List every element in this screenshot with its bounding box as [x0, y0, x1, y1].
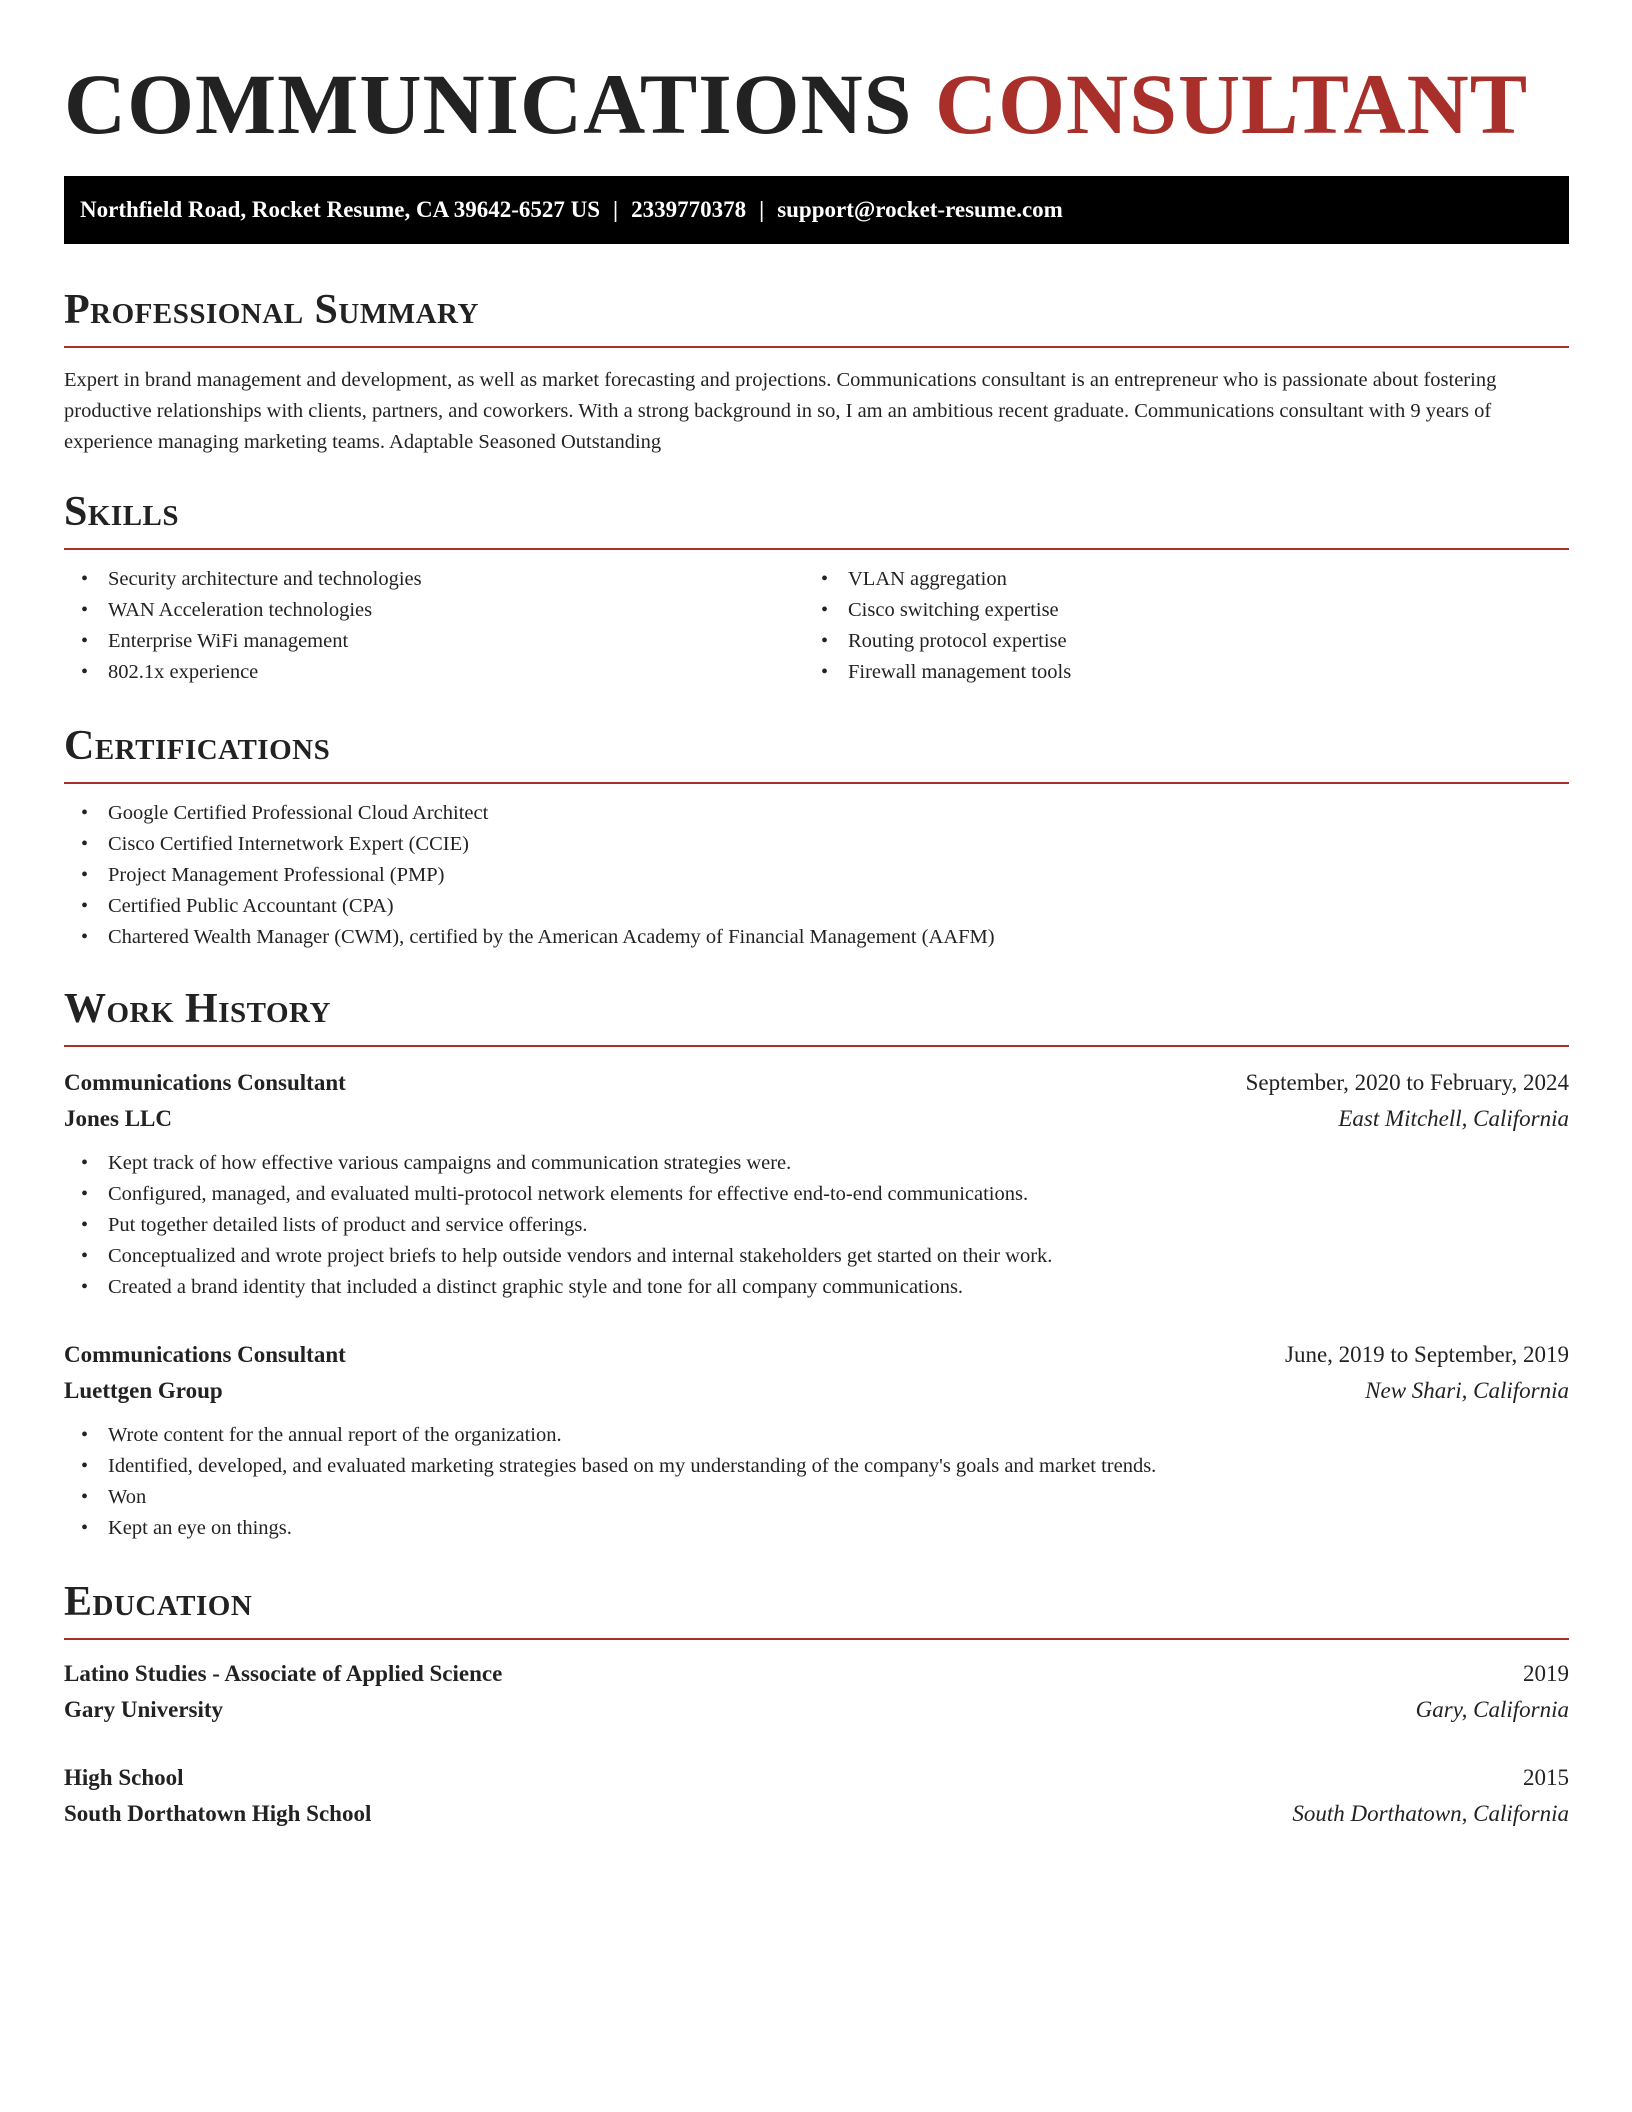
education-school: Gary University [64, 1697, 224, 1722]
certification-item: • Chartered Wealth Manager (CWM), certified by the American Academy of Financial Management (AAFM) [64, 922, 1569, 953]
job-bullet: • Kept track of how effective various campaigns and communication strategies were. [64, 1148, 1569, 1179]
education-entry [64, 1656, 1569, 1728]
contact-email[interactable]: support@rocket-resume.com [777, 197, 1063, 222]
job-bullet: • Won [64, 1482, 1569, 1513]
job-company-row [64, 1101, 1569, 1137]
job-location: New Shari, California [1365, 1378, 1569, 1403]
job-company: Jones LLC [64, 1106, 172, 1131]
job-header-row [64, 1065, 1569, 1101]
contact-separator: | [613, 197, 619, 222]
job-company-row [64, 1373, 1569, 1409]
job-company: Luettgen Group [64, 1378, 223, 1403]
work-history-section [64, 983, 1569, 1544]
contact-bar [64, 176, 1569, 244]
education-degree: Latino Studies - Associate of Applied Science [64, 1661, 503, 1686]
section-title: Work History [64, 986, 331, 1032]
contact-phone[interactable]: 2339770378 [631, 197, 747, 222]
section-title: Certifications [64, 723, 331, 769]
skill-item: • Cisco switching expertise [804, 595, 1544, 626]
education-location: South Dorthatown, California [1292, 1801, 1569, 1826]
skill-item: • WAN Acceleration technologies [64, 595, 804, 626]
certifications-list [64, 798, 1569, 953]
skill-item: • Enterprise WiFi management [64, 626, 804, 657]
job-bullet: • Put together detailed lists of product and service offerings. [64, 1210, 1569, 1241]
education-header-row [64, 1760, 1569, 1796]
education-header-row [64, 1656, 1569, 1692]
skill-item: • Routing protocol expertise [804, 626, 1544, 657]
education-degree: High School [64, 1765, 184, 1790]
job-bullet: • Identified, developed, and evaluated marketing strategies based on my understanding of the company's goals and market trends. [64, 1451, 1569, 1482]
certification-item: • Cisco Certified Internetwork Expert (CCIE) [64, 829, 1569, 860]
skill-item: • VLAN aggregation [804, 564, 1544, 595]
job-bullet: • Configured, managed, and evaluated multi-protocol network elements for effective end-to-end communications. [64, 1179, 1569, 1210]
title-main: COMMUNICATIONS [64, 56, 913, 152]
job-role: Communications Consultant [64, 1342, 346, 1367]
education-section [64, 1576, 1569, 1832]
job-entry [64, 1337, 1569, 1544]
skill-item: • Firewall management tools [804, 657, 1544, 688]
job-location: East Mitchell, California [1338, 1106, 1569, 1131]
job-dates: June, 2019 to September, 2019 [1285, 1342, 1569, 1367]
certification-item: • Google Certified Professional Cloud Architect [64, 798, 1569, 829]
certification-item: • Certified Public Accountant (CPA) [64, 891, 1569, 922]
job-bullets [64, 1420, 1569, 1544]
skills-list-right [804, 564, 1544, 688]
summary-section [64, 284, 1569, 458]
skills-list-left [64, 564, 804, 688]
certification-item: • Project Management Professional (PMP) [64, 860, 1569, 891]
summary-text: Expert in brand management and development, as well as market forecasting and projections. Communications consultant is an entrepreneur who is passionate about fostering productive relationships with clients, partners, and coworkers. With a strong background in so, I am an ambitious recent graduate. Communications consultant with 9 years of experience managing marketing teams. Adaptable Seasoned Outstanding [64, 369, 1497, 453]
education-school-row [64, 1692, 1569, 1728]
certifications-section [64, 720, 1569, 953]
skills-section [64, 486, 1569, 688]
education-entry [64, 1760, 1569, 1832]
job-bullet: • Created a brand identity that included a distinct graphic style and tone for all company communications. [64, 1272, 1569, 1303]
skill-item: • 802.1x experience [64, 657, 804, 688]
job-entry [64, 1065, 1569, 1303]
section-divider [64, 1638, 1569, 1640]
job-dates: September, 2020 to February, 2024 [1245, 1070, 1569, 1095]
job-bullets [64, 1148, 1569, 1303]
education-school-row [64, 1796, 1569, 1832]
section-title: Education [64, 1579, 253, 1625]
title-accent: CONSULTANT [935, 56, 1529, 152]
contact-separator: | [759, 197, 765, 222]
contact-address: Northfield Road, Rocket Resume, CA 39642-6527 US [80, 197, 601, 222]
section-title: Professional Summary [64, 287, 479, 333]
education-year: 2015 [1523, 1765, 1569, 1790]
education-location: Gary, California [1415, 1697, 1569, 1722]
resume-title [64, 56, 1528, 152]
section-title: Skills [64, 489, 180, 535]
job-role: Communications Consultant [64, 1070, 346, 1095]
section-divider [64, 548, 1569, 550]
skill-item: • Security architecture and technologies [64, 564, 804, 595]
section-divider [64, 346, 1569, 348]
job-bullet: • Kept an eye on things. [64, 1513, 1569, 1544]
section-divider [64, 1045, 1569, 1047]
education-year: 2019 [1523, 1661, 1569, 1686]
section-divider [64, 782, 1569, 784]
job-bullet: • Conceptualized and wrote project briefs to help outside vendors and internal stakeholders get started on their work. [64, 1241, 1569, 1272]
job-bullet: • Wrote content for the annual report of the organization. [64, 1420, 1569, 1451]
education-school: South Dorthatown High School [64, 1801, 372, 1826]
skills-columns [64, 564, 1569, 688]
job-header-row [64, 1337, 1569, 1373]
